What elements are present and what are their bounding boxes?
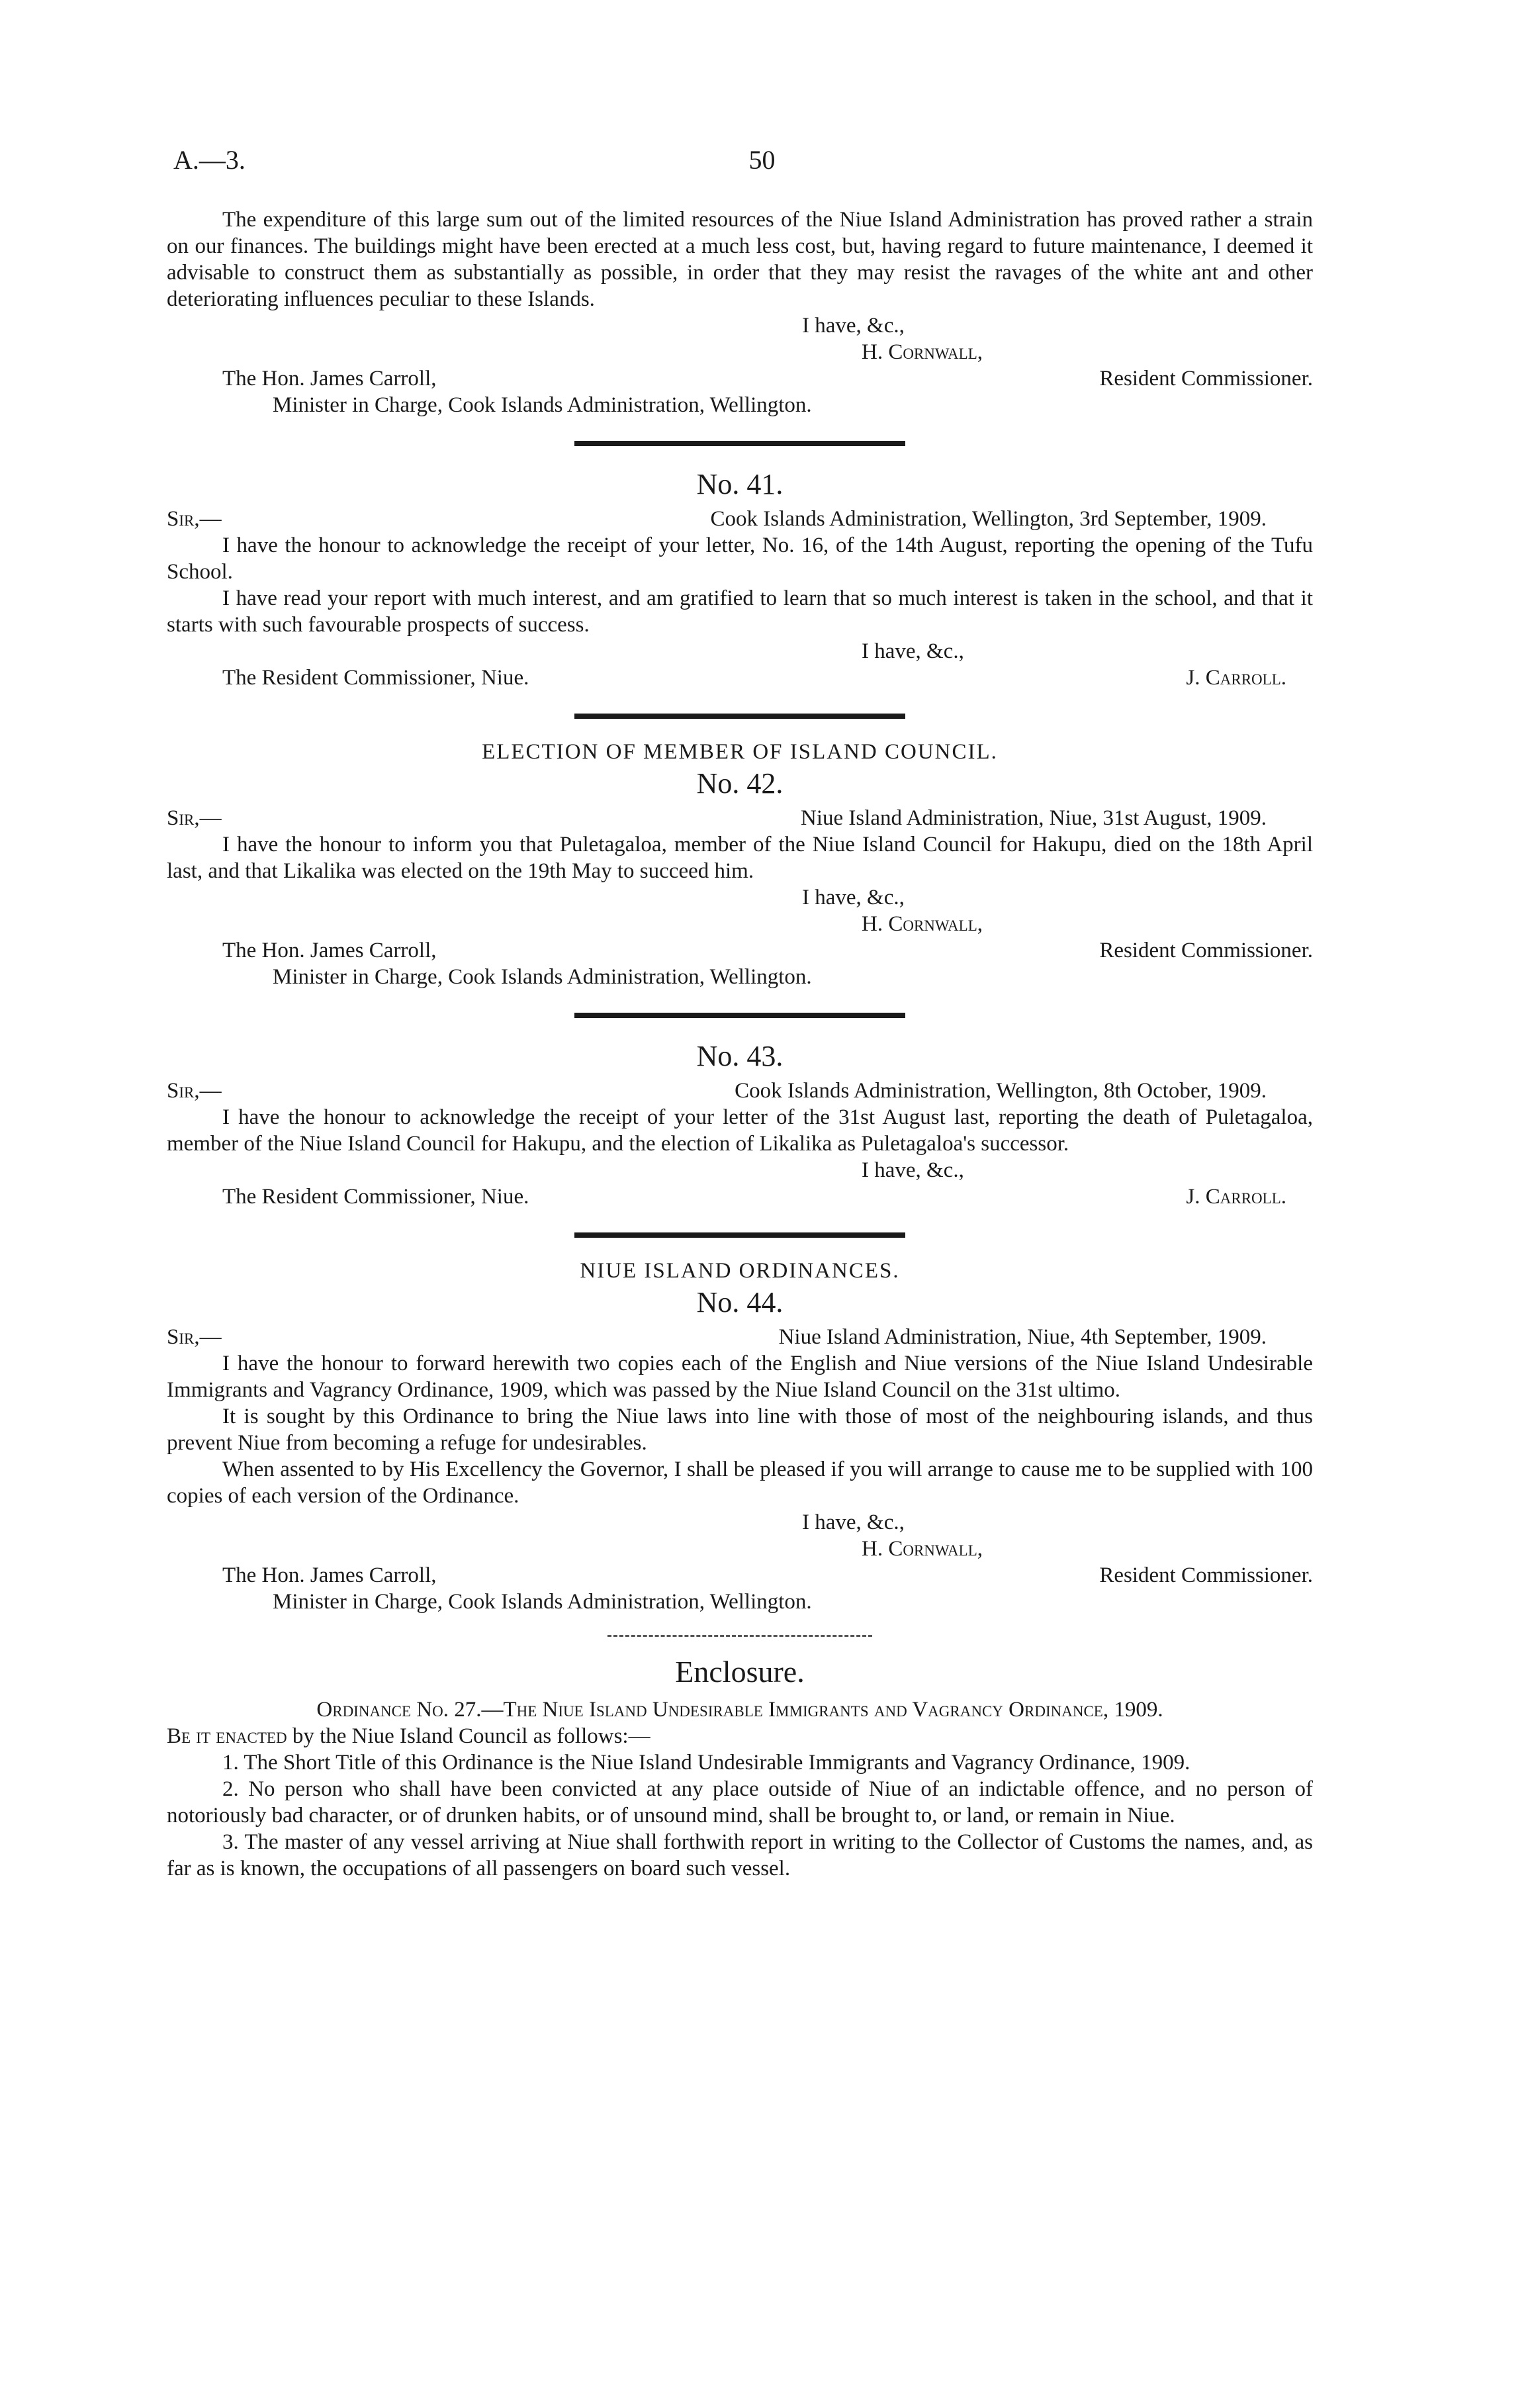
page-header xyxy=(173,144,1351,184)
closing: I have, &c., xyxy=(862,1158,964,1182)
body-paragraph: It is sought by this Ordinance to bring the Niue laws into line with those of most of the neighbouring islands, and thus prevent Niue from becoming a refuge for undesirables. xyxy=(167,1405,1313,1455)
signer-title: Resident Commissioner. xyxy=(1099,939,1313,962)
salutation: Sir,— xyxy=(167,806,222,830)
letter-no-44 xyxy=(167,1258,1313,1615)
body-paragraph: I have the honour to acknowledge the receipt of your letter, No. 16, of the 14th August, reporting the opening of the Tufu School. xyxy=(167,533,1313,584)
letter-no-43 xyxy=(167,1038,1313,1210)
addressee-line: Minister in Charge, Cook Islands Administration, Wellington. xyxy=(273,1590,812,1614)
enclosure-heading: Enclosure. xyxy=(675,1655,805,1689)
ordinance-title: Ordinance No. 27.—The Niue Island Undesirable Immigrants and Vagrancy Ordinance, 1909. xyxy=(316,1698,1163,1722)
enclosure xyxy=(167,1653,1313,1882)
signer-name: J. Carroll. xyxy=(1186,1185,1286,1209)
ordinance-section: 1. The Short Title of this Ordinance is the Niue Island Undesirable Immigrants and Vagrancy Ordinance, 1909. xyxy=(222,1751,1190,1775)
ordinance-section: 2. No person who shall have been convicted at any place outside of Niue of an indictable offence, and no person of notoriously bad character, or of drunken habits, or of unsound mind, shall be brought to, or land, or remain in Niue. xyxy=(167,1777,1313,1828)
signer-name: J. Carroll. xyxy=(1186,666,1286,690)
letter-no-42 xyxy=(167,739,1313,990)
closing: I have, &c., xyxy=(862,639,964,663)
closing: I have, &c., xyxy=(802,314,905,338)
body-paragraph: I have the honour to acknowledge the receipt of your letter of the 31st August last, reporting the death of Puletagaloa, member of the Niue Island Council for Hakupu, and the election of Likalika as Puletagaloa's successor. xyxy=(167,1105,1313,1156)
addressee: The Resident Commissioner, Niue. xyxy=(222,1185,529,1209)
letter-number: No. 44. xyxy=(696,1286,784,1319)
addressee: The Resident Commissioner, Niue. xyxy=(222,666,529,690)
letter-number: No. 41. xyxy=(696,468,784,500)
signer-name: H. Cornwall, xyxy=(862,1537,983,1561)
addressee-line: Minister in Charge, Cook Islands Administration, Wellington. xyxy=(273,393,812,417)
dateline: Niue Island Administration, Niue, 31st August, 1909. xyxy=(801,806,1267,830)
salutation: Sir,— xyxy=(167,507,222,531)
enacting-lead: Be it enacted xyxy=(167,1724,287,1748)
section-divider xyxy=(574,1232,905,1238)
addressee: The Hon. James Carroll, xyxy=(222,367,437,391)
signer-name: H. Cornwall, xyxy=(862,912,983,936)
signer-title: Resident Commissioner. xyxy=(1099,367,1313,391)
letter-number: No. 43. xyxy=(696,1040,784,1072)
body-paragraph: When assented to by His Excellency the Governor, I shall be pleased if you will arrange to cause me to be supplied with 100 copies of each version of the Ordinance. xyxy=(167,1458,1313,1508)
dateline: Cook Islands Administration, Wellington, 8th October, 1909. xyxy=(735,1079,1267,1103)
closing: I have, &c., xyxy=(802,886,905,909)
closing: I have, &c., xyxy=(802,1510,905,1534)
section-title: ELECTION OF MEMBER OF ISLAND COUNCIL. xyxy=(482,740,998,764)
salutation: Sir,— xyxy=(167,1079,222,1103)
letter-no-41 xyxy=(167,466,1313,691)
signer-title: Resident Commissioner. xyxy=(1099,1563,1313,1587)
letter-number: No. 42. xyxy=(696,767,784,800)
letter-continuation xyxy=(167,207,1313,418)
body-paragraph: I have the honour to inform you that Puletagaloa, member of the Niue Island Council for Hakupu, died on the 18th April last, and that Likalika was elected on the 19th May to succeed him. xyxy=(167,833,1313,883)
body-paragraph: I have read your report with much interest, and am gratified to learn that so much interest is taken in the school, and that it starts with such favourable prospects of success. xyxy=(167,586,1313,637)
ordinance-section: 3. The master of any vessel arriving at Niue shall forthwith report in writing to the Collector of Customs the names, and, as far as is known, the occupations of all passengers on board such vessel. xyxy=(167,1830,1313,1880)
body-paragraph: The expenditure of this large sum out of the limited resources of the Niue Island Administration has proved rather a strain on our finances. The buildings might have been erected at a much less cost, but, having regard to future maintenance, I deemed it advisable to construct them as substantially as possible, in order that they may resist the ravages of the white ant and other deteriorating influences peculiar to these Islands. xyxy=(167,208,1313,311)
enacting-clause xyxy=(167,1723,1313,1749)
document-reference: A.—3. xyxy=(173,145,246,175)
enacting-rest: by the Niue Island Council as follows:— xyxy=(287,1724,650,1748)
salutation: Sir,— xyxy=(167,1325,222,1349)
dateline: Cook Islands Administration, Wellington, 3rd September, 1909. xyxy=(710,507,1267,531)
section-divider xyxy=(574,441,905,446)
addressee: The Hon. James Carroll, xyxy=(222,939,437,962)
section-title: NIUE ISLAND ORDINANCES. xyxy=(580,1259,900,1283)
signer-name: H. Cornwall, xyxy=(862,340,983,364)
dateline: Niue Island Administration, Niue, 4th September, 1909. xyxy=(778,1325,1267,1349)
page-body xyxy=(167,207,1313,1882)
enclosure-divider xyxy=(607,1635,872,1637)
addressee: The Hon. James Carroll, xyxy=(222,1563,437,1587)
body-paragraph: I have the honour to forward herewith two copies each of the English and Niue versions of the Niue Island Undesirable Immigrants and Vagrancy Ordinance, 1909, which was passed by the Niue Island Council on the 31st ultimo. xyxy=(167,1352,1313,1402)
page-number: 50 xyxy=(748,145,776,175)
addressee-line: Minister in Charge, Cook Islands Administration, Wellington. xyxy=(273,965,812,989)
section-divider xyxy=(574,714,905,719)
section-divider xyxy=(574,1013,905,1018)
